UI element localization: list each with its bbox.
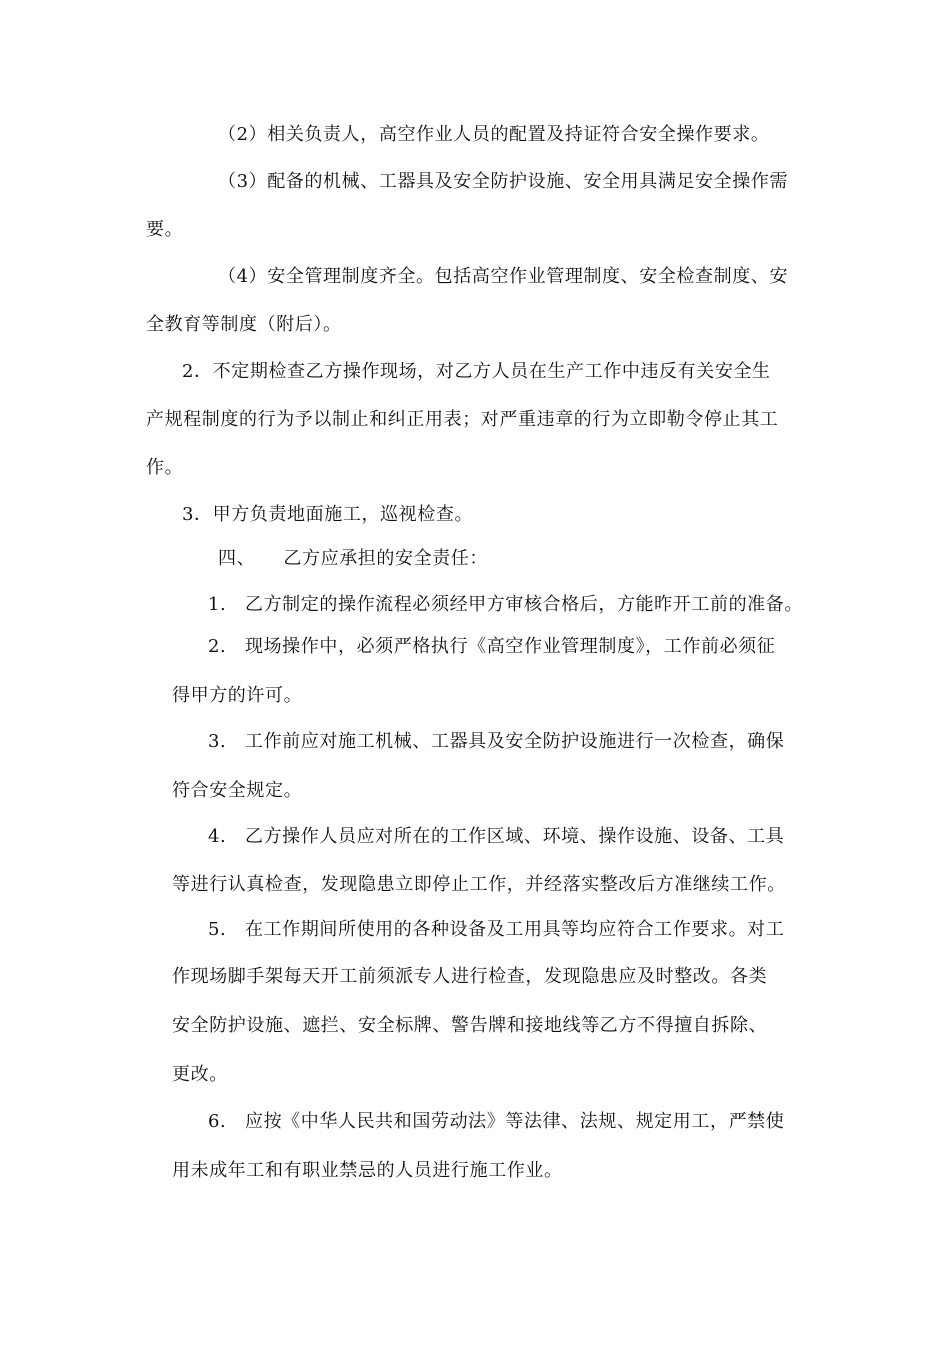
- text-line: 3．甲方负责地面施工，巡视检查。: [182, 504, 474, 525]
- text-line: 用未成年工和有职业禁忌的人员进行施工作业。: [172, 1160, 563, 1181]
- list-item: 2. 现场操作中，必须严格执行《高空作业管理制度》，工作前必须征: [208, 636, 776, 657]
- text-line: 符合安全规定。: [172, 780, 303, 801]
- text-line: 等进行认真检查，发现隐患立即停止工作，并经落实整改后方准继续工作。: [172, 874, 786, 895]
- section-heading: 四、 乙方应承担的安全责任：: [218, 548, 488, 569]
- text-line: 要。: [146, 219, 184, 240]
- text-line: 安全防护设施、遮拦、安全标牌、警告牌和接地线等乙方不得擅自拆除、: [172, 1015, 768, 1036]
- text-line: （2）相关负责人，高空作业人员的配置及持证符合安全操作要求。: [218, 124, 770, 145]
- list-item: 6. 应按《中华人民共和国劳动法》等法律、法规、规定用工，严禁使: [208, 1111, 785, 1132]
- text-line: 作。: [146, 457, 184, 478]
- list-item: 1. 乙方制定的操作流程必须经甲方审核合格后，方能昨开工前的准备。: [208, 594, 803, 615]
- text-line: 得甲方的许可。: [172, 685, 303, 706]
- list-item: 4. 乙方操作人员应对所在的工作区域、环境、操作设施、设备、工具: [208, 826, 785, 847]
- text-line: 作现场脚手架每天开工前须派专人进行检查，发现隐患应及时整改。各类: [172, 966, 768, 987]
- list-item: 3. 工作前应对施工机械、工器具及安全防护设施进行一次检查，确保: [208, 731, 785, 752]
- text-line: 产规程制度的行为予以制止和纠正用表；对严重违章的行为立即勒令停止其工: [146, 409, 779, 430]
- text-line: 全教育等制度（附后）。: [146, 314, 342, 335]
- text-line: 2．不定期检查乙方操作现场，对乙方人员在生产工作中违反有关安全生: [182, 361, 771, 382]
- text-line: （4）安全管理制度齐全。包括高空作业管理制度、安全检查制度、安: [218, 266, 789, 287]
- text-line: （3）配备的机械、工器具及安全防护设施、安全用具满足安全操作需: [218, 171, 789, 192]
- text-line: 更改。: [172, 1064, 228, 1085]
- list-item: 5. 在工作期间所使用的各种设备及工用具等均应符合工作要求。对工: [208, 919, 785, 940]
